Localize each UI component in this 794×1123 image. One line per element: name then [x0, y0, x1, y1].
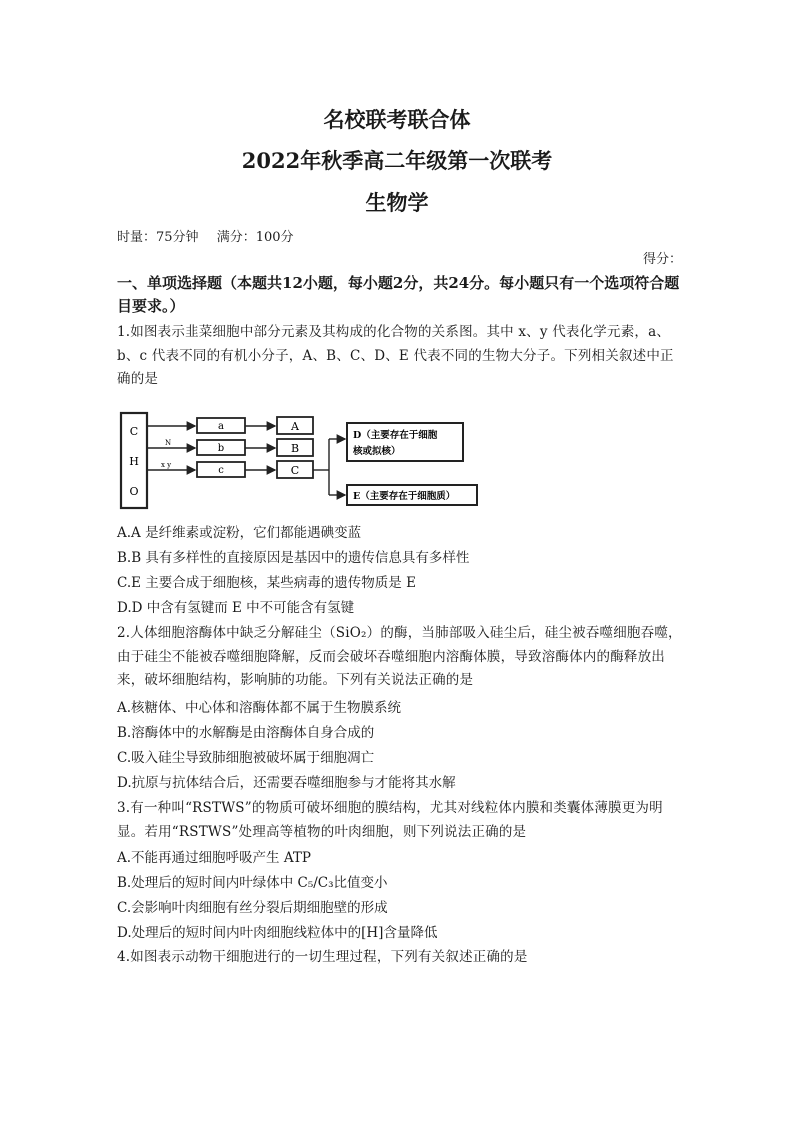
question-1-diagram: [113, 403, 483, 517]
q2-option-b: B.溶酶体中的水解酶是由溶酶体自身合成的: [117, 725, 375, 741]
element-o: O: [129, 485, 139, 498]
section-title: 一、单项选择题（本题共12小题，每小题2分，共24分。每小题只有一个选项符合题目要求。）: [117, 274, 680, 315]
label-a: a: [218, 421, 224, 432]
label-D-1: D（主要存在于细胞: [353, 430, 438, 441]
question-3-stem: 3.有一种叫“RSTWS”的物质可破坏细胞的膜结构，尤其对线粒体内膜和类囊体薄膜更为明显。若用“RSTWS”处理高等植物的叶肉细胞，则下列说法正确的是: [117, 800, 663, 840]
q3-option-d: D.处理后的短时间内叶肉细胞线粒体中的[H]含量降低: [117, 925, 438, 941]
q1-option-c: C.E 主要合成于细胞核，某些病毒的遗传物质是 E: [117, 575, 416, 591]
label-A: A: [291, 420, 299, 433]
question-4-stem: 4.如图表示动物干细胞进行的一切生理过程，下列有关叙述正确的是: [117, 949, 528, 965]
label-n: N: [165, 439, 172, 447]
q2-option-c: C.吸入硅尘导致肺细胞被破坏属于细胞凋亡: [117, 750, 375, 766]
q3-option-b: B.处理后的短时间内叶绿体中 C₅/C₃比值变小: [117, 875, 388, 891]
label-b: b: [217, 443, 225, 454]
question-1-stem: 1.如图表示韭菜细胞中部分元素及其构成的化合物的关系图。其中 x、y 代表化学元素，a、b、c 代表不同的有机小分子，A、B、C、D、E 代表不同的生物大分子。下列相关叙述中正确的是: [117, 324, 674, 387]
q1-option-a: A.A 是纤维素或淀粉，它们都能遇碘变蓝: [117, 525, 362, 541]
element-h: H: [129, 455, 139, 468]
exam-meta: [117, 226, 308, 245]
q3-option-c: C.会影响叶肉细胞有丝分裂后期细胞壁的形成: [117, 900, 388, 916]
subject-title: 生物学: [365, 190, 429, 215]
label-C: C: [290, 464, 300, 477]
label-D-2: 核或拟核）: [353, 446, 401, 457]
q1-option-d: D.D 中含有氢键而 E 中不可能含有氢键: [117, 600, 355, 616]
label-xy: x y: [161, 461, 172, 469]
exam-title: 2022年秋季高二年级第一次联考: [241, 148, 553, 173]
element-c: C: [129, 425, 139, 438]
label-c: c: [218, 465, 224, 476]
org-title: 名校联考联合体: [323, 107, 471, 132]
label-E: E（主要存在于细胞质）: [353, 491, 456, 502]
q2-option-d: D.抗原与抗体结合后，还需要吞噬细胞参与才能将其水解: [117, 775, 456, 791]
q2-option-a: A.核糖体、中心体和溶酶体都不属于生物膜系统: [117, 700, 402, 716]
q1-option-b: B.B 具有多样性的直接原因是基因中的遗传信息具有多样性: [117, 550, 470, 566]
question-2-stem: 2.人体细胞溶酶体中缺乏分解硅尘（SiO₂）的酶，当肺部吸入硅尘后，硅尘被吞噬细胞吞噬，由于硅尘不能被吞噬细胞降解，反而会破坏吞噬细胞内溶酶体膜，导致溶酶体内的酶释放出来，破坏细胞结构，影响肺的功能。下列有关说法正确的是: [117, 625, 682, 688]
full-score: 满分：100分: [216, 230, 294, 245]
q3-option-a: A.不能再通过细胞呼吸产生 ATP: [117, 850, 311, 866]
label-B: B: [290, 442, 300, 455]
time-limit: 时量：75分钟: [117, 230, 199, 245]
score-label: 得分：: [642, 252, 682, 267]
